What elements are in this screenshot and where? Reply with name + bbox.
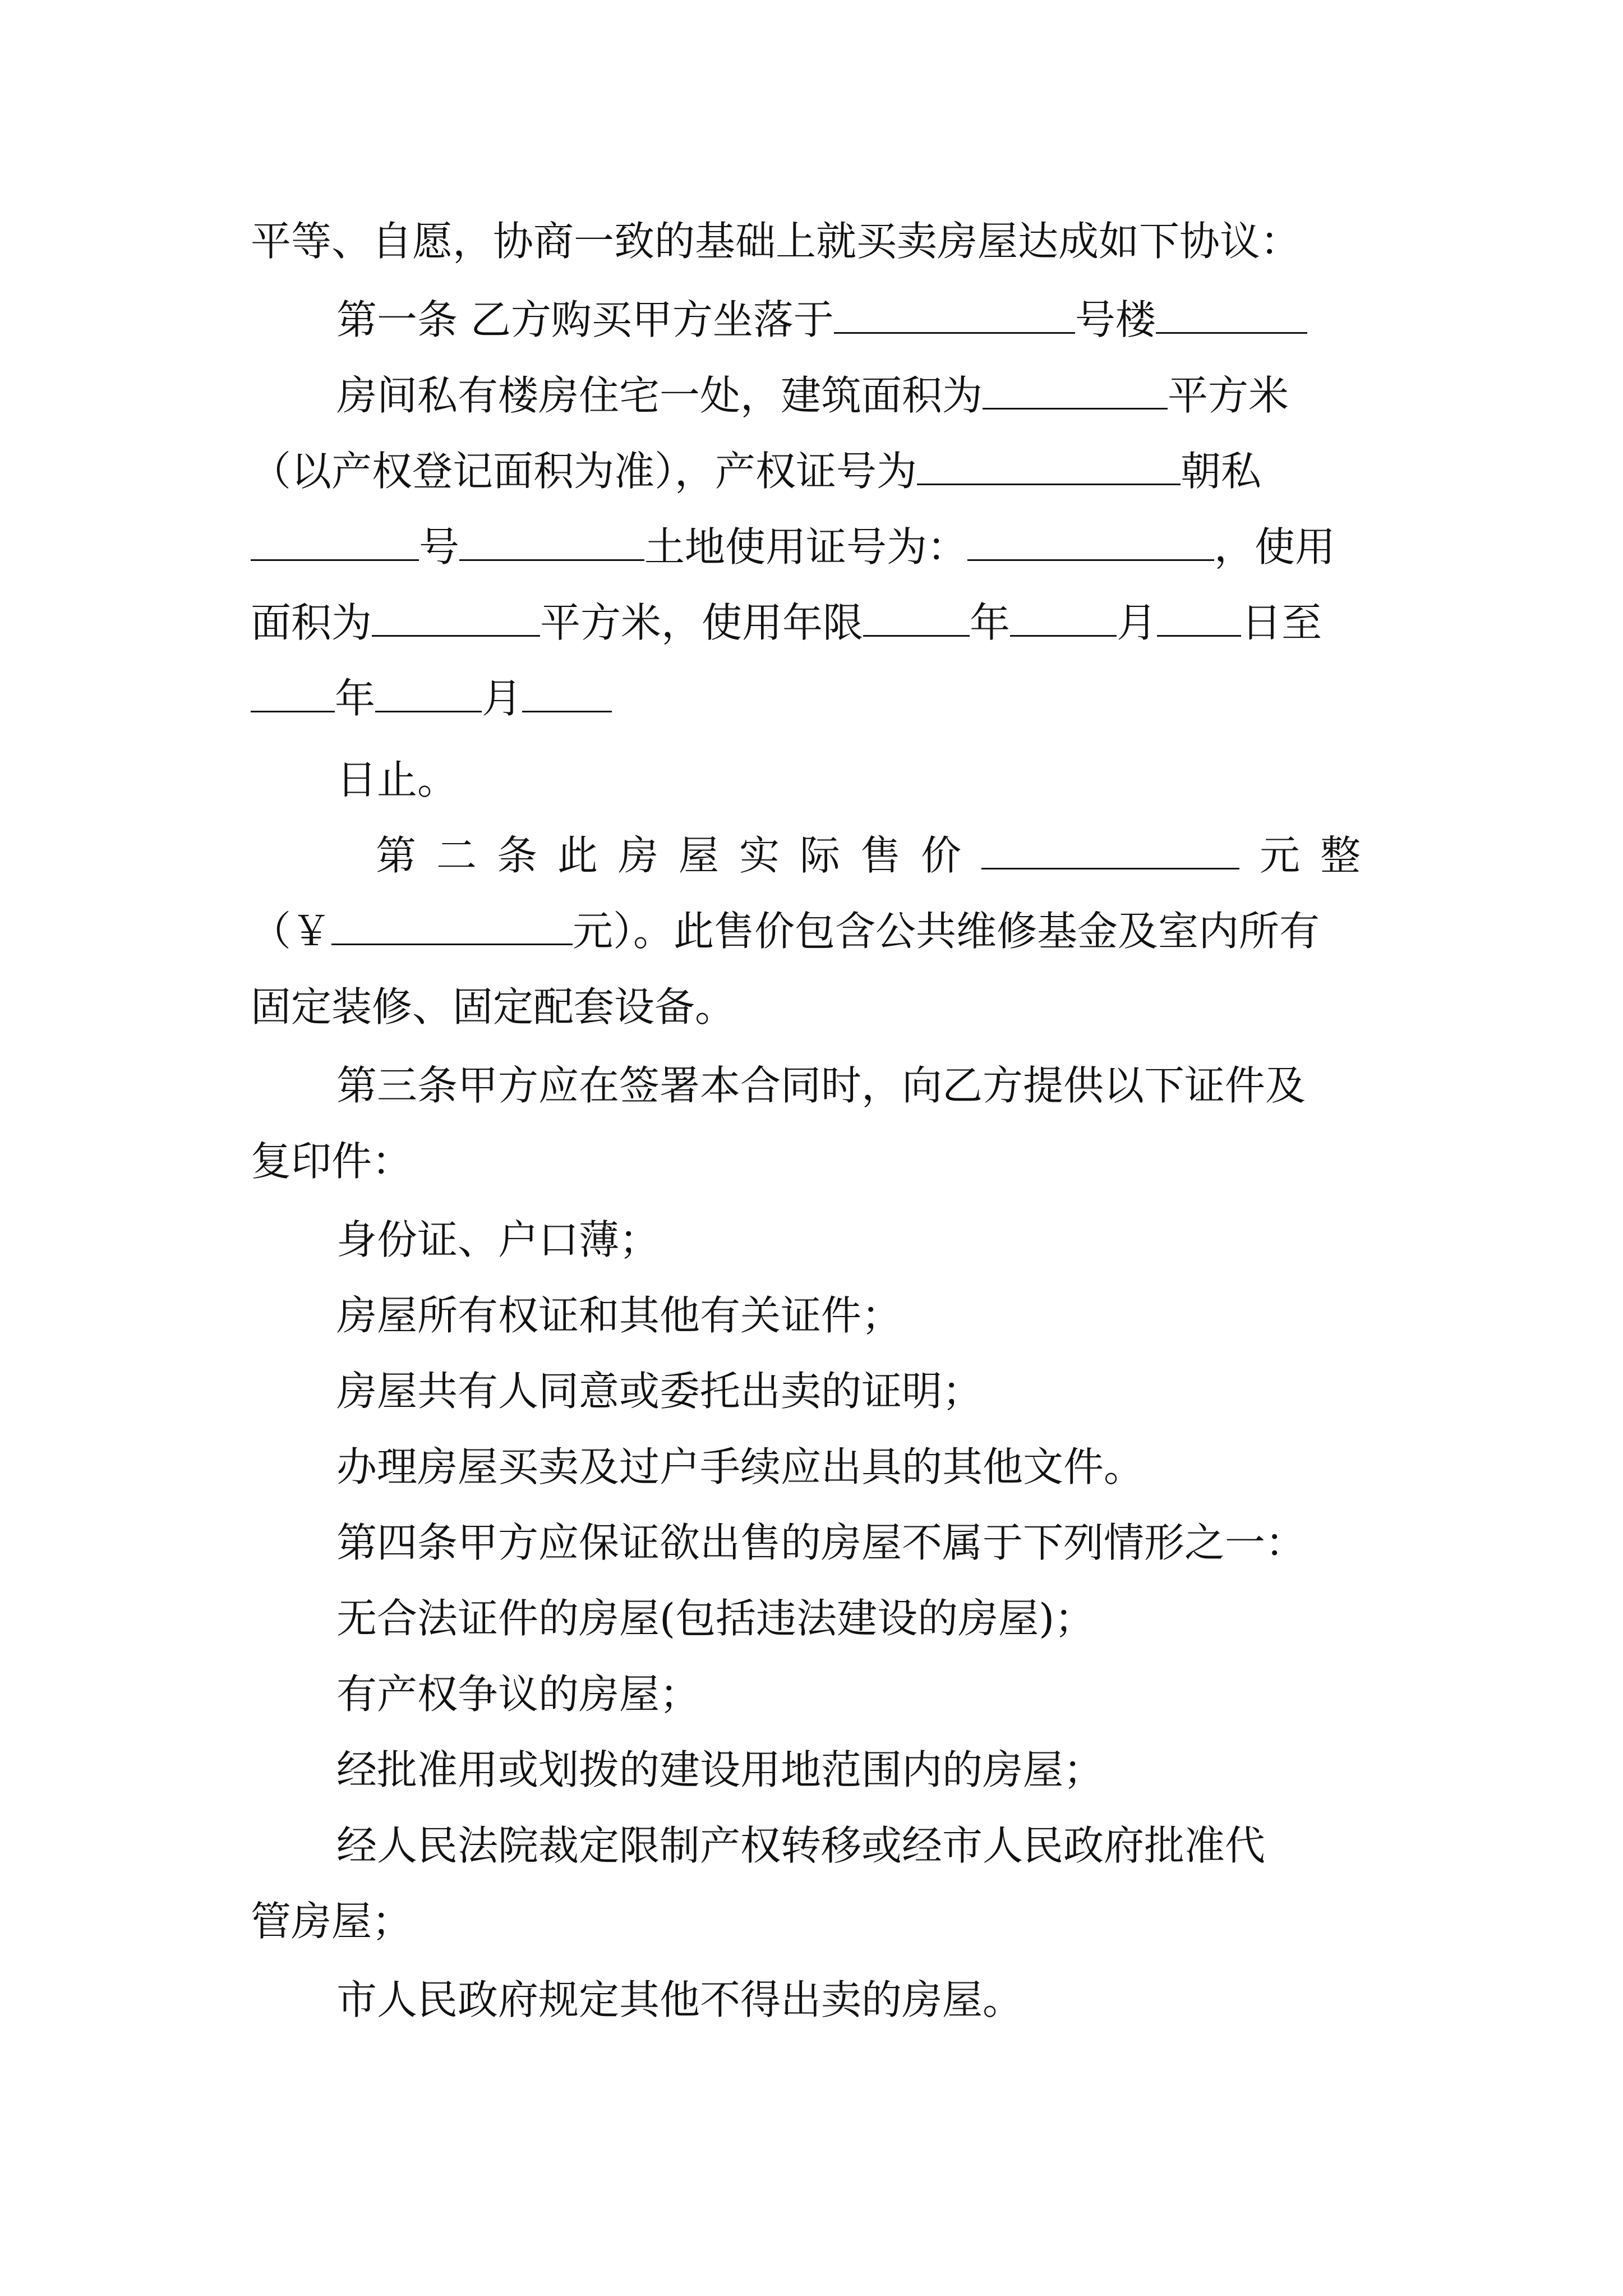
article-4-text: 第四条甲方应保证欲出售的房屋不属于下列情形之一： [336, 1519, 1306, 1566]
price-blank[interactable] [981, 834, 1239, 869]
number-label: 号 [419, 523, 460, 570]
property-cert-number-blank[interactable] [917, 450, 1181, 485]
list-item-continuation [251, 1893, 412, 1949]
transfer-docs-item: 办理房屋买卖及过户手续应出具的其他文件。 [336, 1443, 1145, 1490]
article-1-line-1 [336, 292, 1307, 348]
start-day-blank[interactable] [1157, 601, 1241, 637]
usage-area-blank[interactable] [372, 601, 540, 637]
location-blank[interactable] [834, 298, 1075, 334]
price-includes-text: 元）。此售价包含公共维修基金及室内所有 [573, 908, 1320, 955]
end-year-label: 年 [335, 675, 376, 722]
number-blank[interactable] [459, 526, 644, 561]
chao-si-label: 朝私 [1181, 448, 1262, 495]
article-1-line-5 [251, 595, 1322, 651]
court-restriction-item: 经人民法院裁定限制产权转移或经市人民政府批准代 [336, 1822, 1266, 1869]
list-item [336, 1972, 1023, 2028]
square-meter-unit: 平方米 [1168, 372, 1289, 419]
list-item [336, 1287, 902, 1343]
article-2-price-label: 第二条此房屋实际售价 [376, 832, 982, 879]
usage-area-label: 面积为 [251, 599, 372, 646]
article-3-line-2 [251, 1133, 412, 1189]
list-item [336, 1439, 1144, 1495]
end-year-blank[interactable] [251, 677, 335, 712]
article-1-line-7 [336, 752, 458, 808]
day-to-label: 日至 [1241, 599, 1322, 646]
text-line-agreement-intro [251, 213, 1301, 269]
article-1-line-4 [251, 519, 1335, 575]
building-area-label: 房间私有楼房住宅一处，建筑面积为 [336, 372, 983, 419]
article-4-line-1 [336, 1515, 1306, 1571]
start-month-blank[interactable] [1010, 601, 1117, 637]
article-3-text: 第三条甲方应在签署本合同时，向乙方提供以下证件及 [336, 1062, 1306, 1109]
end-month-blank[interactable] [375, 677, 482, 712]
land-cert-number-blank[interactable] [967, 526, 1214, 561]
list-item [336, 1590, 1095, 1646]
article-2-line-3 [251, 979, 735, 1035]
year-label: 年 [970, 599, 1011, 646]
end-month-label: 月 [482, 675, 523, 722]
disputed-property-item: 有产权争议的房屋； [336, 1671, 700, 1718]
list-item [336, 1363, 983, 1419]
allocated-land-item: 经批准用或划拨的建设用地范围内的房屋； [336, 1746, 1104, 1793]
fixtures-text: 固定装修、固定配套设备。 [251, 983, 736, 1030]
usage-label: ，使用 [1214, 523, 1336, 570]
id-card-item: 身份证、户口薄； [336, 1216, 660, 1263]
usage-period-label: 平方米，使用年限 [540, 599, 864, 646]
list-item [336, 1742, 1104, 1798]
start-year-blank[interactable] [863, 601, 970, 637]
ownership-cert-item: 房屋所有权证和其他有关证件； [336, 1292, 902, 1339]
article-1-line-2 [336, 367, 1289, 424]
intro-text: 平等、自愿，协商一致的基础上就买卖房屋达成如下协议： [251, 218, 1301, 265]
property-cert-label: （以产权登记面积为准），产权证号为 [251, 448, 917, 495]
building-area-blank[interactable] [983, 374, 1168, 409]
article-2-line-1 [376, 827, 1381, 884]
managed-property-text: 管房屋； [251, 1898, 413, 1945]
article-1-text: 第一条 乙方购买甲方坐落于 [336, 296, 834, 343]
yen-symbol-label: （￥ [251, 908, 332, 955]
copies-label: 复印件： [251, 1138, 413, 1185]
chao-si-number-blank[interactable] [251, 526, 419, 561]
month-label: 月 [1117, 599, 1158, 646]
government-restriction-item: 市人民政府规定其他不得出卖的房屋。 [336, 1976, 1023, 2023]
article-1-line-3 [251, 443, 1261, 499]
list-item [336, 1818, 1265, 1874]
yuan-label: 元整 [1260, 832, 1381, 879]
list-item [336, 1212, 660, 1268]
article-2-line-2 [251, 903, 1320, 959]
land-cert-label: 土地使用证号为： [644, 523, 968, 570]
co-owner-consent-item: 房屋共有人同意或委托出卖的证明； [336, 1368, 983, 1415]
article-3-line-1 [336, 1057, 1306, 1114]
building-label: 号楼 [1075, 296, 1156, 343]
article-1-line-6 [251, 670, 612, 726]
building-number-blank[interactable] [1156, 298, 1307, 334]
list-item [336, 1666, 700, 1722]
price-figure-blank[interactable] [331, 910, 573, 945]
end-day-blank[interactable] [522, 677, 612, 712]
end-day-label: 日止。 [336, 756, 458, 803]
no-legal-cert-item: 无合法证件的房屋(包括违法建设的房屋)； [336, 1595, 1095, 1642]
